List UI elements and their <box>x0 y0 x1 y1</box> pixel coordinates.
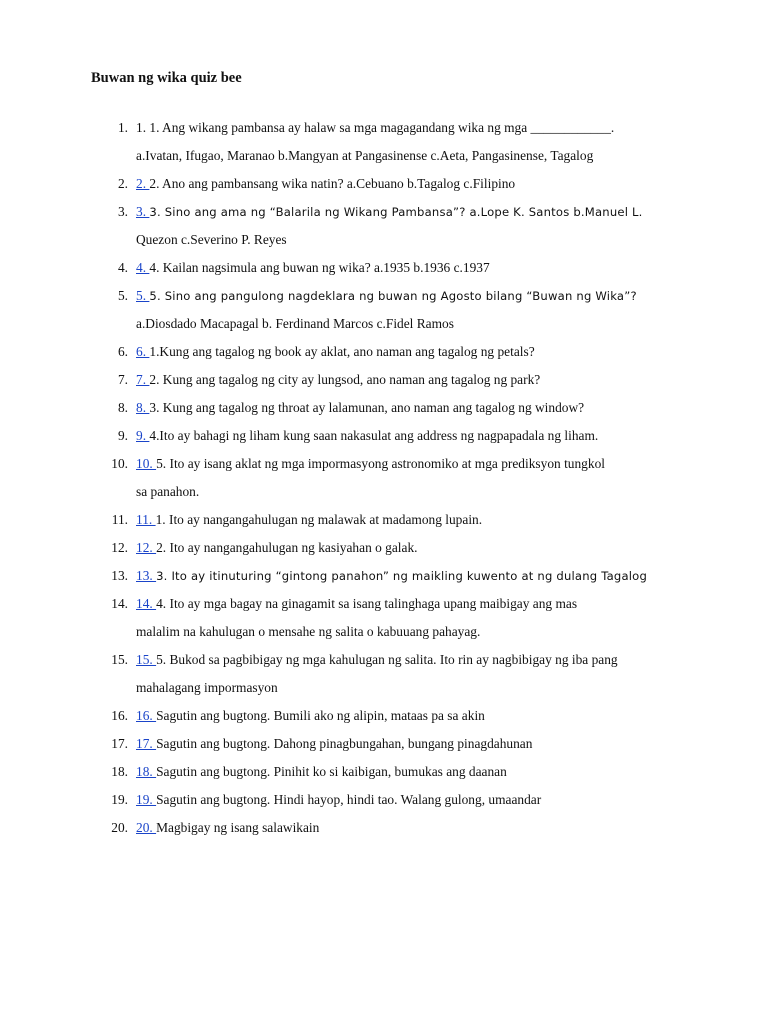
item-line-text: 3. Kung ang tagalog ng throat ay lalamunan, ano naman ang tagalog ng window? <box>149 400 585 415</box>
item-number: 14. <box>111 596 128 611</box>
item-line-text: 2. Ano ang pambansang wika natin? a.Cebuano b.Tagalog c.Filipino <box>149 176 516 191</box>
item-text <box>136 394 686 422</box>
item-line-text: 1. Ito ay nangangahulugan ng malawak at madamong lupain. <box>155 512 483 527</box>
question-link[interactable]: 6. <box>136 344 150 359</box>
question-link[interactable]: 12. <box>136 540 157 555</box>
item-number: 13. <box>111 568 128 583</box>
item-line <box>136 562 686 590</box>
question-link[interactable]: 3. <box>136 204 150 219</box>
item-line <box>136 170 686 198</box>
item-text <box>136 646 686 702</box>
quiz-item <box>0 394 768 422</box>
item-line <box>136 338 686 366</box>
item-line <box>136 254 686 282</box>
quiz-item <box>0 730 768 758</box>
item-line-text: Sagutin ang bugtong. Bumili ako ng alipin, mataas pa sa akin <box>156 708 485 723</box>
quiz-item <box>0 702 768 730</box>
question-link[interactable]: 15. <box>136 652 157 667</box>
question-link[interactable]: 20. <box>136 820 157 835</box>
item-line: malalim na kahulugan o mensahe ng salita o kabuuang pahayag. <box>136 624 481 639</box>
item-line <box>136 422 686 450</box>
item-number: 12. <box>111 540 128 555</box>
item-text <box>136 366 686 394</box>
question-link[interactable]: 2. <box>136 176 150 191</box>
item-text <box>136 534 686 562</box>
quiz-list <box>0 114 768 842</box>
item-line <box>136 366 686 394</box>
item-text <box>136 254 686 282</box>
item-line-text: 4.Ito ay bahagi ng liham kung saan nakasulat ang address ng nagpapadala ng liham. <box>149 428 599 443</box>
item-number: 15. <box>111 652 128 667</box>
item-line-text: 4. Ito ay mga bagay na ginagamit sa isang talinghaga upang maibigay ang mas <box>156 596 578 611</box>
item-line-text: 3. Sino ang ama ng “Balarila ng Wikang Pambansa”? a.Lope K. Santos b.Manuel L. <box>149 205 643 219</box>
quiz-item <box>0 450 768 506</box>
item-number: 9. <box>117 428 128 443</box>
item-number: 18. <box>111 764 128 779</box>
item-line: Quezon c.Severino P. Reyes <box>136 232 287 247</box>
item-line-text: 5. Ito ay isang aklat ng mga impormasyong astronomiko at mga prediksyon tungkol <box>156 456 605 471</box>
item-number: 1. <box>117 120 128 135</box>
item-text <box>136 282 686 338</box>
item-line-text: 1.Kung ang tagalog ng book ay aklat, ano naman ang tagalog ng petals? <box>149 344 535 359</box>
item-line-text: Sagutin ang bugtong. Dahong pinagbungahan, bungang pinagdahunan <box>156 736 533 751</box>
item-line <box>136 814 686 842</box>
item-line-text: Sagutin ang bugtong. Hindi hayop, hindi tao. Walang gulong, umaandar <box>156 792 542 807</box>
item-line: sa panahon. <box>136 484 200 499</box>
quiz-item <box>0 534 768 562</box>
quiz-item <box>0 170 768 198</box>
quiz-item <box>0 198 768 254</box>
item-line <box>136 730 686 758</box>
quiz-item <box>0 338 768 366</box>
item-number: 17. <box>111 736 128 751</box>
item-number: 19. <box>111 792 128 807</box>
item-line-text: 5. Bukod sa pagbibigay ng mga kahulugan ng salita. Ito rin ay nagbibigay ng iba pang <box>156 652 618 667</box>
document-title: Buwan ng wika quiz bee <box>91 70 242 86</box>
question-link[interactable]: 11. <box>136 512 156 527</box>
question-link[interactable]: 4. <box>136 260 150 275</box>
item-text <box>136 590 686 646</box>
item-text <box>136 758 686 786</box>
item-line <box>136 758 686 786</box>
quiz-item <box>0 114 768 170</box>
item-number: 10. <box>111 456 128 471</box>
item-line: a.Diosdado Macapagal b. Ferdinand Marcos c.Fidel Ramos <box>136 316 454 331</box>
item-text <box>136 422 686 450</box>
item-line <box>136 450 686 478</box>
question-link[interactable]: 18. <box>136 764 157 779</box>
item-text <box>136 730 686 758</box>
item-text <box>136 562 686 590</box>
item-line-text: Magbigay ng isang salawikain <box>156 820 320 835</box>
item-number: 16. <box>111 708 128 723</box>
item-text <box>136 506 686 534</box>
quiz-item <box>0 562 768 590</box>
item-number: 2. <box>117 176 128 191</box>
item-number: 11. <box>111 512 128 527</box>
quiz-item <box>0 646 768 702</box>
item-line <box>136 590 686 618</box>
item-number: 20. <box>111 820 128 835</box>
item-line-text: 5. Sino ang pangulong nagdeklara ng buwan ng Agosto bilang “Buwan ng Wika”? <box>149 289 637 303</box>
item-line-text: 3. Ito ay itinuturing “gintong panahon” ng maikling kuwento at ng dulang Tagalog <box>156 569 648 583</box>
item-line <box>136 198 686 226</box>
item-line <box>136 702 686 730</box>
question-link[interactable]: 7. <box>136 372 150 387</box>
quiz-item <box>0 506 768 534</box>
question-link[interactable]: 13. <box>136 568 157 583</box>
item-line <box>136 282 686 310</box>
quiz-item <box>0 254 768 282</box>
item-number: 4. <box>117 260 128 275</box>
quiz-item <box>0 422 768 450</box>
item-line <box>136 534 686 562</box>
quiz-item <box>0 282 768 338</box>
quiz-item <box>0 814 768 842</box>
item-line: 1. 1. Ang wikang pambansa ay halaw sa mga magagandang wika ng mga ____________. <box>136 120 615 135</box>
item-text <box>136 114 686 170</box>
question-link[interactable]: 19. <box>136 792 157 807</box>
question-link[interactable]: 17. <box>136 736 157 751</box>
item-line-text: 2. Ito ay nangangahulugan ng kasiyahan o galak. <box>156 540 418 555</box>
quiz-item <box>0 786 768 814</box>
item-line <box>136 646 686 674</box>
item-line-text: 2. Kung ang tagalog ng city ay lungsod, ano naman ang tagalog ng park? <box>149 372 541 387</box>
item-text <box>136 814 686 842</box>
item-line <box>136 506 686 534</box>
item-line: mahalagang impormasyon <box>136 680 278 695</box>
item-number: 8. <box>117 400 128 415</box>
question-link[interactable]: 8. <box>136 400 150 415</box>
quiz-item <box>0 590 768 646</box>
quiz-item <box>0 366 768 394</box>
item-number: 3. <box>117 204 128 219</box>
quiz-item <box>0 758 768 786</box>
question-link[interactable]: 16. <box>136 708 157 723</box>
item-text <box>136 450 686 506</box>
item-text <box>136 702 686 730</box>
item-text <box>136 786 686 814</box>
item-number: 5. <box>117 288 128 303</box>
item-line-text: Sagutin ang bugtong. Pinihit ko si kaibigan, bumukas ang daanan <box>156 764 507 779</box>
question-link[interactable]: 10. <box>136 456 157 471</box>
item-text <box>136 170 686 198</box>
question-link[interactable]: 9. <box>136 428 150 443</box>
item-number: 6. <box>117 344 128 359</box>
question-link[interactable]: 14. <box>136 596 157 611</box>
item-text <box>136 198 686 254</box>
item-line <box>136 786 686 814</box>
question-link[interactable]: 5. <box>136 288 150 303</box>
item-line-text: 4. Kailan nagsimula ang buwan ng wika? a.1935 b.1936 c.1937 <box>149 260 490 275</box>
item-number: 7. <box>117 372 128 387</box>
item-line <box>136 394 686 422</box>
item-line: a.Ivatan, Ifugao, Maranao b.Mangyan at Pangasinense c.Aeta, Pangasinense, Tagalog <box>136 148 594 163</box>
item-text <box>136 338 686 366</box>
